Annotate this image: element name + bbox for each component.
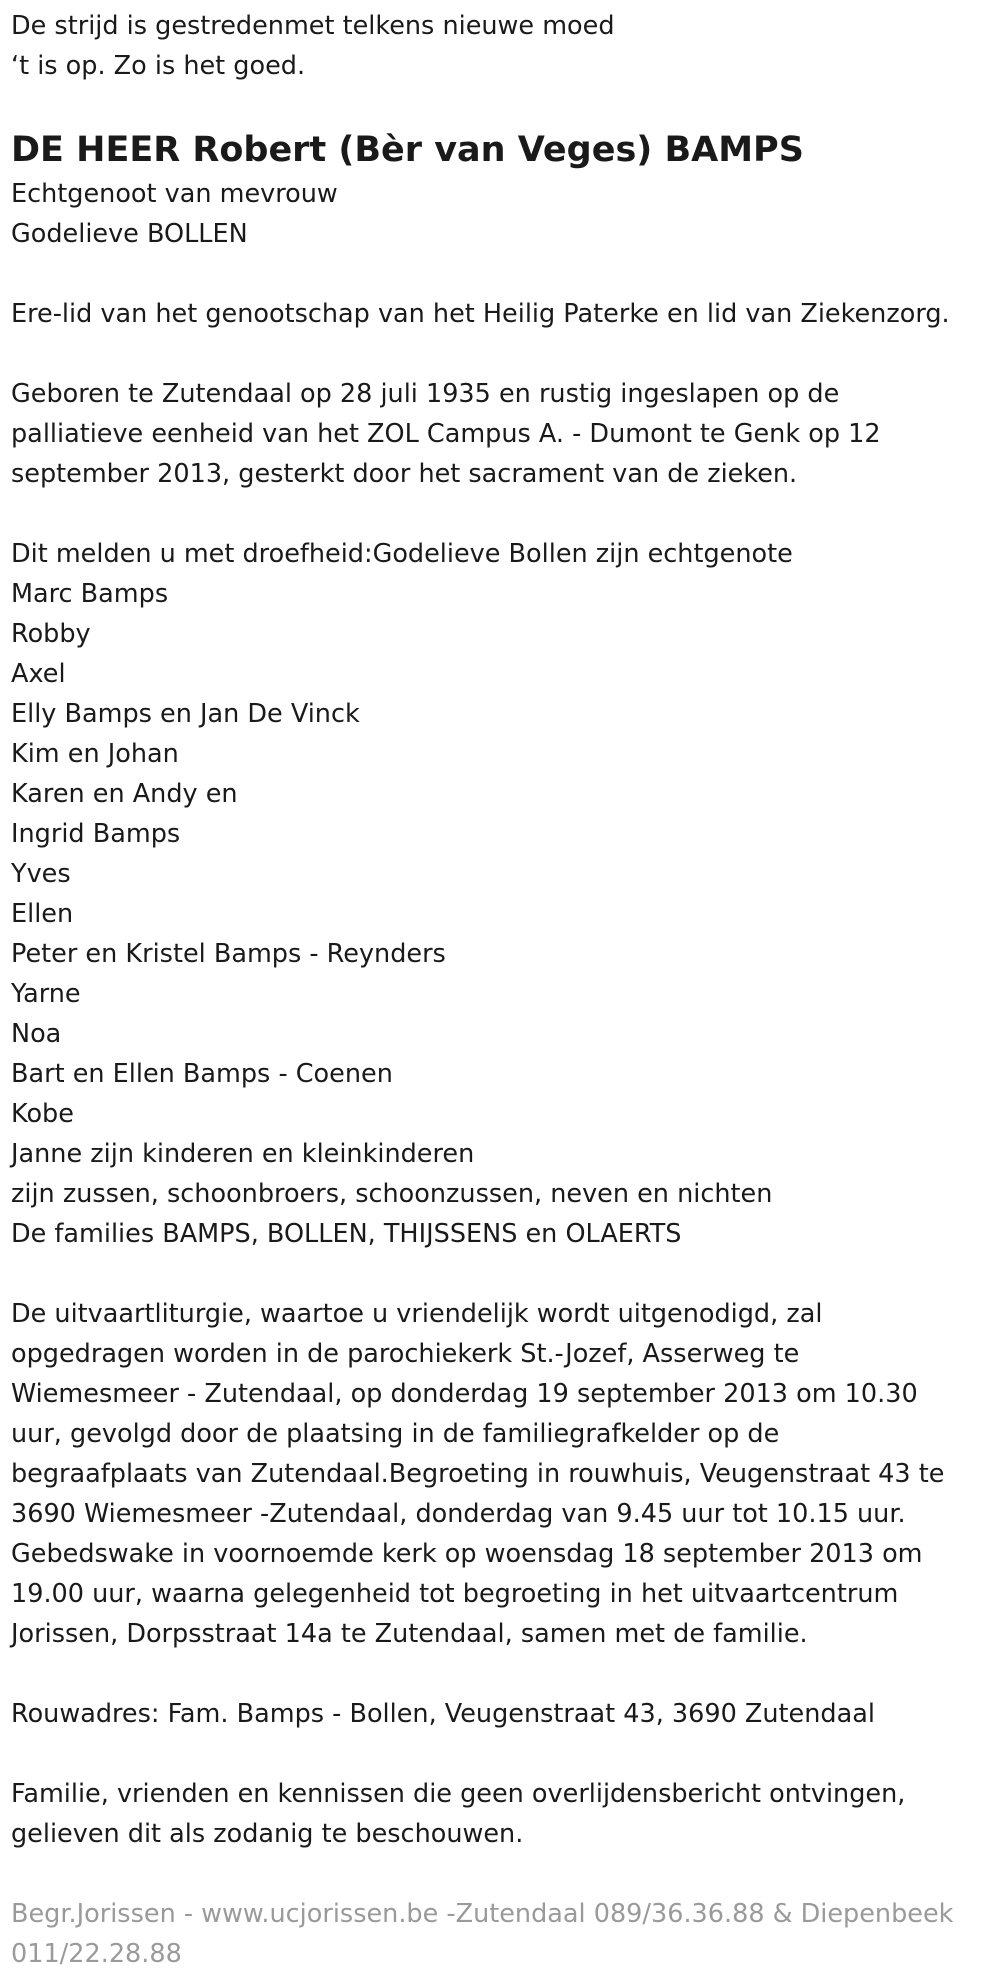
funeral-line: 3690 Wiemesmeer -Zutendaal, donderdag van 9.45 uur tot 10.15 uur. [11, 1499, 906, 1529]
family-line: Bart en Ellen Bamps - Coenen [11, 1059, 393, 1089]
birth-death-line: september 2013, gesterkt door het sacrament van de zieken. [11, 459, 798, 489]
family-line: Axel [11, 659, 66, 689]
footer-line: 011/22.28.88 [11, 1939, 182, 1969]
family-line: zijn zussen, schoonbroers, schoonzussen, neven en nichten [11, 1179, 773, 1209]
epigraph-line: ‘t is op. Zo is het goed. [11, 51, 306, 81]
funeral-line: opgedragen worden in de parochiekerk St.-Jozef, Asserweg te [11, 1339, 800, 1369]
footer-line: Begr.Jorissen - www.ucjorissen.be -Zutendaal 089/36.36.88 & Diepenbeek [11, 1899, 954, 1929]
family-line: Janne zijn kinderen en kleinkinderen [11, 1139, 475, 1169]
funeral-line: De uitvaartliturgie, waartoe u vriendelijk wordt uitgenodigd, zal [11, 1299, 823, 1329]
membership-text: Ere-lid van het genootschap van het Heilig Paterke en lid van Ziekenzorg. [11, 299, 950, 329]
family-line: Ellen [11, 899, 74, 929]
family-line: Dit melden u met droefheid:Godelieve Bollen zijn echtgenote [11, 539, 793, 569]
family-line: Yarne [11, 979, 81, 1009]
funeral-home-footer [11, 1894, 996, 1974]
funeral-line: Gebedswake in voornoemde kerk op woensdag 18 september 2013 om [11, 1539, 923, 1569]
family-line: Noa [11, 1019, 62, 1049]
family-line: Kobe [11, 1099, 74, 1129]
family-list [11, 534, 996, 1254]
birth-death-line: palliatieve eenheid van het ZOL Campus A. - Dumont te Genk op 12 [11, 419, 881, 449]
family-line: Yves [11, 859, 71, 889]
mourning-address: Rouwadres: Fam. Bamps - Bollen, Veugenstraat 43, 3690 Zutendaal [11, 1699, 875, 1729]
birth-death-block [11, 374, 996, 494]
epigraph-line: De strijd is gestredenmet telkens nieuwe moed [11, 11, 615, 41]
deceased-name: DE HEER Robert (Bèr van Veges) BAMPS [11, 130, 804, 170]
funeral-line: Wiemesmeer - Zutendaal, op donderdag 19 september 2013 om 10.30 [11, 1379, 918, 1409]
funeral-line: Jorissen, Dorpsstraat 14a te Zutendaal, samen met de familie. [11, 1619, 808, 1649]
spouse-line: Echtgenoot van mevrouw [11, 179, 338, 209]
spouse-block [11, 174, 996, 254]
family-line: Karen en Andy en [11, 779, 238, 809]
family-line: Peter en Kristel Bamps - Reynders [11, 939, 446, 969]
birth-death-line: Geboren te Zutendaal op 28 juli 1935 en rustig ingeslapen op de [11, 379, 840, 409]
family-line: Marc Bamps [11, 579, 169, 609]
notice-line: Familie, vrienden en kennissen die geen overlijdensbericht ontvingen, [11, 1779, 906, 1809]
family-line: Ingrid Bamps [11, 819, 181, 849]
epigraph [11, 6, 996, 86]
spouse-line: Godelieve BOLLEN [11, 219, 248, 249]
funeral-line: begraafplaats van Zutendaal.Begroeting in rouwhuis, Veugenstraat 43 te [11, 1459, 945, 1489]
family-line: De families BAMPS, BOLLEN, THIJSSENS en OLAERTS [11, 1219, 682, 1249]
obituary-document [11, 6, 996, 1974]
funeral-details [11, 1294, 996, 1654]
family-line: Elly Bamps en Jan De Vinck [11, 699, 360, 729]
funeral-line: 19.00 uur, waarna gelegenheid tot begroeting in het uitvaartcentrum [11, 1579, 899, 1609]
notice-block [11, 1774, 996, 1854]
notice-line: gelieven dit als zodanig te beschouwen. [11, 1819, 524, 1849]
family-line: Kim en Johan [11, 739, 179, 769]
family-line: Robby [11, 619, 91, 649]
funeral-line: uur, gevolgd door de plaatsing in de familiegrafkelder op de [11, 1419, 780, 1449]
